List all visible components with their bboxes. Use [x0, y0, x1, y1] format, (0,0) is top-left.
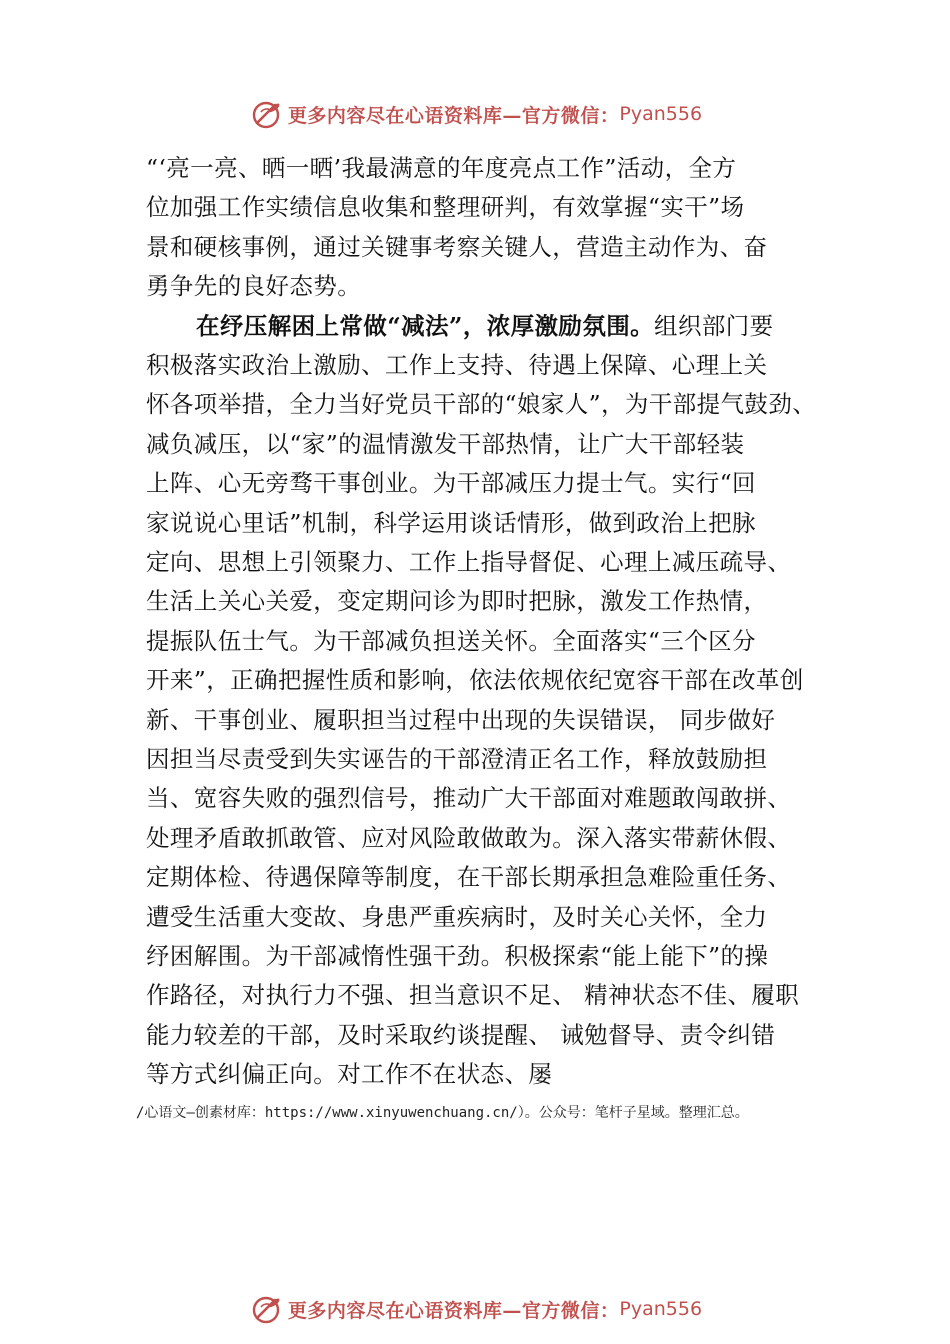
body-text: 积极落实政治上激励、工作上支持、待遇上保障、心理上关: [146, 351, 768, 379]
body-line: [146, 384, 816, 424]
body-line: [146, 542, 791, 582]
quill-seal-icon: [248, 1291, 284, 1327]
bottom-banner: [0, 1289, 950, 1329]
body-line: [146, 148, 736, 188]
body-text: 开来”，正确把握性质和影响，依法依规依纪宽容干部在改革创: [146, 666, 804, 695]
body-line: [146, 345, 767, 385]
body-line: [146, 818, 791, 858]
body-line: [146, 857, 791, 897]
body-line: [146, 581, 767, 621]
body-line: [146, 621, 756, 661]
body-line: [146, 660, 804, 700]
body-text: 生活上关心关爱，变定期问诊为即时把脉，激发工作热情，: [146, 587, 768, 616]
bottom-banner-text: 更多内容尽在心语资料库—官方微信：: [287, 1299, 620, 1322]
header-text: 更多内容尽在心语资料库—官方微信：: [287, 104, 620, 127]
body-text: 减负减压，以“家”的温情激发干部热情，让广大干部轻装: [146, 429, 745, 458]
body-text: 遭受生活重大变故、身患严重疾病时，及时关心关怀，全力: [146, 902, 768, 931]
body-text: 当、宽容失败的强烈信号，推动广大干部面对难题敢闯敢拼、: [146, 784, 792, 813]
body-text: 家说说心里话”机制，科学运用谈话情形，做到政治上把脉: [146, 508, 756, 537]
body-text: 作路径，对执行力不强、担当意识不足、 精神状态不佳、履职: [146, 981, 800, 1010]
quill-seal-icon: [248, 96, 284, 132]
body-text: 怀各项举措，全力当好党员干部的“娘家人”，为干部提气鼓劲、: [146, 390, 817, 419]
body-text: 处理矛盾敢抓敢管、应对风险敢做敢为。深入落实带薪休假、: [146, 823, 792, 852]
body-line: [146, 936, 768, 976]
section-heading: 在纾压解困上常做“减法”，浓厚激励氛围。: [196, 311, 655, 340]
body-line: [146, 424, 744, 464]
body-text: 定期体检、待遇保障等制度，在干部长期承担急难险重任务、: [146, 863, 792, 892]
body-line: [146, 1015, 775, 1055]
body-line: [146, 897, 767, 937]
body-line: [146, 503, 756, 543]
body-text: 景和硬核事例，通过关键事考察关键人，营造主动作为、奋: [146, 232, 768, 261]
header-banner: [0, 94, 950, 134]
body-line: [146, 266, 361, 306]
body-text: 等方式纠偏正向。对工作不在状态、屡: [146, 1060, 553, 1089]
body-text: 上阵、心无旁骛干事创业。为干部减压力提士气。实行“回: [146, 469, 756, 498]
body-line: [146, 739, 767, 779]
body-line: [196, 306, 774, 346]
body-text: 因担当尽责受到失实诬告的干部澄清正名工作，释放鼓励担: [146, 745, 768, 773]
body-text: 新、干事创业、履职担当过程中出现的失误错误， 同步做好: [146, 705, 776, 734]
body-text: 位加强工作实绩信息收集和整理研判，有效掌握“实干”场: [146, 193, 745, 222]
body-line: [146, 227, 767, 267]
body-line: [146, 187, 744, 227]
body-line: [146, 778, 791, 818]
body-text: 提振队伍士气。为干部减负担送关怀。全面落实“三个区分: [146, 626, 756, 655]
body-text: 组织部门要: [654, 311, 774, 340]
body-line: [146, 975, 799, 1015]
body-text: 纾困解围。为干部减惰性强干劲。积极探索“能上能下”的操: [146, 942, 769, 970]
body-text: 勇争先的良好态势。: [146, 272, 362, 301]
body-text: “‘亮一亮、晒一晒’我最满意的年度亮点工作”活动，全方: [146, 154, 737, 182]
body-text: 能力较差的干部，及时采取约谈提醒、 诫勉督导、责令纠错: [146, 1020, 776, 1049]
footer-source-note: /心语文—创素材库：https://www.xinyuwenchuang.cn/）。公众号：笔杆子星域。整理汇总。: [136, 1105, 749, 1121]
body-text: 定向、思想上引领聚力、工作上指导督促、心理上减压疏导、: [146, 548, 792, 576]
body-line: [146, 1054, 552, 1094]
header-wechat-id: Pyan556: [619, 103, 703, 125]
body-line: [146, 700, 775, 740]
bottom-banner-wechat-id: Pyan556: [619, 1298, 703, 1320]
body-line: [146, 463, 756, 503]
